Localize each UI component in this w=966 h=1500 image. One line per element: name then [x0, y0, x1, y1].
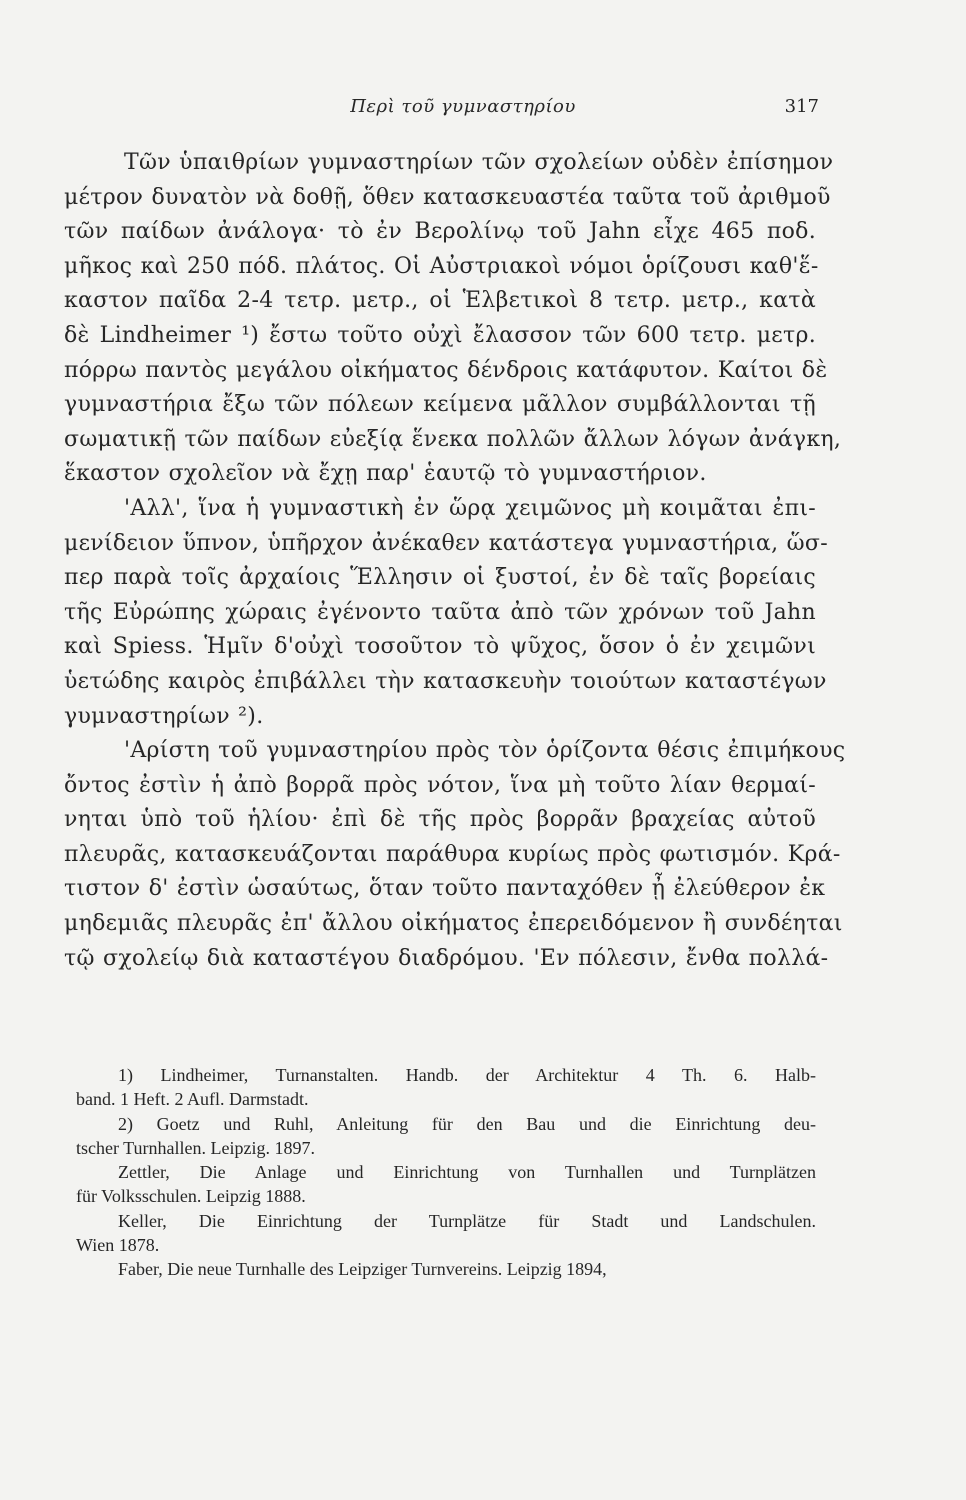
- text-line: δὲ Lindheimer ¹) ἔστω τοῦτο οὐχὶ ἔλασσον τῶν 600 τετρ. μετρ.: [64, 322, 816, 348]
- text-line: σωματικῇ τῶν παίδων εὐεξίᾳ ἕνεκα πολλῶν ἄλλων λόγων ἀνάγκη,: [64, 426, 842, 452]
- text-line: ὄντος ἐστὶν ἡ ἀπὸ βορρᾶ πρὸς νότον, ἵνα μὴ τοῦτο λίαν θερμαί-: [64, 772, 816, 798]
- text-line: 'Αλλ', ἵνα ἡ γυμναστικὴ ἐν ὥρᾳ χειμῶνος μὴ κοιμᾶται ἐπι-: [124, 495, 816, 521]
- footnote-line: 2) Goetz und Ruhl, Anleitung für den Bau und die Einrichtung deu-: [118, 1113, 816, 1134]
- text-line: ἕκαστον σχολεῖον νὰ ἔχῃ παρ' ἑαυτῷ τὸ γυμναστήριον.: [64, 461, 707, 487]
- text-line: καστον παῖδα 2-4 τετρ. μετρ., οἱ Ἑλβετικοὶ 8 τετρ. μετρ., κατὰ: [64, 288, 816, 314]
- text-line: μῆκος καὶ 250 πόδ. πλάτος. Οἱ Αὐστριακοὶ νόμοι ὁρίζουσι καθ'ἕ-: [64, 253, 819, 279]
- text-line: μέτρον δυνατὸν νὰ δοθῇ, ὅθεν κατασκευαστέα ταῦτα τοῦ ἀριθμοῦ: [64, 184, 831, 210]
- text-line: 'Αρίστη τοῦ γυμναστηρίου πρὸς τὸν ὁρίζοντα θέσις ἐπιμήκους: [124, 738, 846, 764]
- footnote-line: Wien 1878.: [76, 1235, 160, 1256]
- footnote-line: 1) Lindheimer, Turnanstalten. Handb. der Architektur 4 Th. 6. Halb-: [118, 1065, 816, 1085]
- text-line: γυμναστήρια ἔξω τῶν πόλεων κείμενα μᾶλλον συμβάλλονται τῇ: [64, 392, 816, 418]
- text-line: Τῶν ὑπαιθρίων γυμναστηρίων τῶν σχολείων οὐδὲν ἐπίσημον: [124, 150, 834, 175]
- footnote-line: tscher Turnhallen. Leipzig. 1897.: [76, 1137, 315, 1158]
- text-line: νηται ὑπὸ τοῦ ἡλίου· ἐπὶ δὲ τῆς πρὸς βορρᾶν βραχείας αὐτοῦ: [64, 807, 816, 833]
- footnote-line: Zettler, Die Anlage und Einrichtung von Turnhallen und Turnplätzen: [118, 1162, 816, 1183]
- running-title: Περὶ τοῦ γυμναστηρίου: [350, 96, 576, 117]
- text-line: γυμναστηρίων ²).: [64, 703, 264, 729]
- text-line: μηδεμιᾶς πλευρᾶς ἐπ' ἄλλου οἰκήματος ἐπερειδόμενον ἢ συνδέηται: [64, 911, 843, 937]
- text-line: καὶ Spiess. Ἡμῖν δ'οὐχὶ τοσοῦτον τὸ ψῦχος, ὅσον ὁ ἐν χειμῶνι: [64, 634, 816, 660]
- text-line: πλευρᾶς, κατασκευάζονται παράθυρα κυρίως πρὸς φωτισμόν. Κρά-: [64, 841, 841, 867]
- text-line: περ παρὰ τοῖς ἀρχαίοις Ἕλλησιν οἱ ξυστοί, ἐν δὲ ταῖς βορείαις: [64, 565, 816, 591]
- running-head: [107, 96, 819, 122]
- text-line: τῶν παίδων ἀνάλογα· τὸ ἐν Βερολίνῳ τοῦ Jahn εἶχε 465 ποδ.: [64, 219, 816, 245]
- page-number: 317: [784, 96, 819, 117]
- text-line: τῷ σχολείῳ διὰ καταστέγου διαδρόμου. 'Εν πόλεσιν, ἔνθα πολλά-: [64, 945, 829, 971]
- footnote-line: Keller, Die Einrichtung der Turnplätze für Stadt und Landschulen.: [118, 1210, 816, 1231]
- footnote-line: für Volksschulen. Leipzig 1888.: [76, 1186, 306, 1207]
- footnote-line: band. 1 Heft. 2 Aufl. Darmstadt.: [76, 1089, 309, 1110]
- text-line: πόρρω παντὸς μεγάλου οἰκήματος δένδροις κατάφυτον. Καίτοι δὲ: [64, 357, 828, 383]
- footnote-line: Faber, Die neue Turnhalle des Leipziger Turnvereins. Leipzig 1894,: [118, 1259, 607, 1280]
- text-line: μενίδειον ὕπνον, ὑπῆρχον ἀνέκαθεν κατάστεγα γυμναστήρια, ὥσ-: [64, 530, 828, 556]
- text-line: τιστον δ' ἐστὶν ὡσαύτως, ὅταν τοῦτο πανταχόθεν ᾖ ἐλεύθερον ἐκ: [64, 876, 826, 902]
- text-line: τῆς Εὐρώπης χώραις ἐγένοντο ταῦτα ἀπὸ τῶν χρόνων τοῦ Jahn: [64, 599, 816, 625]
- main-text: [64, 146, 846, 976]
- text-line: ὑετώδης καιρὸς ἐπιβάλλει τὴν κατασκευὴν τοιούτων καταστέγων: [64, 668, 827, 694]
- footnotes: [76, 1063, 816, 1282]
